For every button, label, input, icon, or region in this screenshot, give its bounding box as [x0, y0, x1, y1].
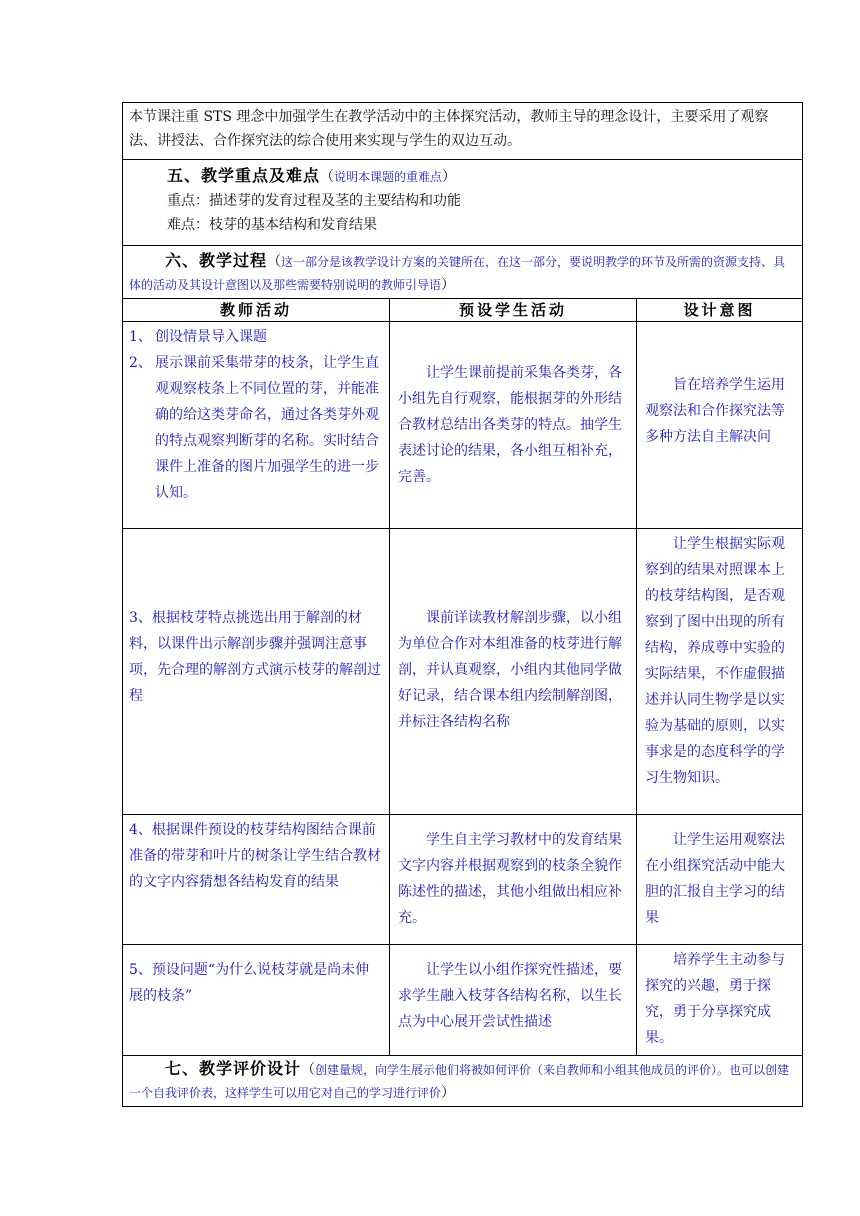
design-intent-text: 旨在培养学生运用观察法和合作探究法等多种方法自主解决问 — [645, 377, 785, 445]
section7-paren-open: （ — [301, 1062, 316, 1078]
section5-heading — [167, 164, 802, 189]
list-item-text: 创设情景导入课题 — [155, 329, 267, 345]
section5-title: 五、教学重点及难点 — [167, 166, 321, 185]
intro-row — [123, 103, 803, 160]
section7-row — [123, 1056, 803, 1107]
column-header-student: 预设学生活动 — [390, 299, 637, 322]
key-point: 重点：描述芽的发育过程及茎的主要结构和功能 — [167, 193, 461, 209]
student-activity-text: 让学生以小组作探究性描述，要求学生融入枝芽各结构名称，以生长点为中心展开尝试性描述 — [398, 962, 622, 1030]
design-intent-cell — [637, 815, 803, 945]
table-row — [123, 815, 803, 945]
teacher-activity-text: 5、预设问题“为什么说枝芽就是尚未伸展的枝条” — [129, 962, 370, 1004]
intro-text: 本节课注重 STS 理念中加强学生在教学活动中的主体探究活动，教师主导的理念设计，主要采用了观察法、讲授法、合作探究法的综合使用来实现与学生的双边互动。 — [123, 103, 803, 160]
lesson-plan-table — [122, 102, 803, 1107]
list-item — [129, 350, 383, 506]
student-activity-cell — [390, 815, 637, 945]
teacher-activity-cell — [123, 322, 390, 529]
column-header-intent: 设计意图 — [637, 299, 803, 322]
table-row — [123, 322, 803, 529]
student-activity-text: 让学生课前提前采集各类芽，各小组先自行观察，能根据芽的外形结合教材总结出各类芽的特点。抽学生表述讨论的结果，各小组互相补充，完善。 — [398, 365, 622, 485]
teacher-activity-cell — [123, 945, 390, 1056]
section6-title: 六、教学过程 — [165, 251, 268, 270]
design-intent-cell — [637, 529, 803, 815]
design-intent-cell — [637, 322, 803, 529]
list-item-text: 展示课前采集带芽的枝条，让学生直观观察枝条上不同位置的芽，并能准确的给这类芽命名，通过各类芽外观的特点观察判断芽的名称。实时结合课件上准备的图片加强学生的进一步认知。 — [155, 355, 379, 501]
list-item-number: 1、 — [129, 329, 152, 345]
section7-paren-close: ） — [441, 1085, 456, 1101]
list-item-number: 2、 — [129, 355, 152, 371]
student-activity-cell — [390, 945, 637, 1056]
student-activity-cell — [390, 322, 637, 529]
column-header-teacher: 教师活动 — [123, 299, 390, 322]
section6-paren-open: （ — [267, 254, 282, 270]
table-row — [123, 945, 803, 1056]
section6-paren-close: ） — [441, 277, 456, 293]
student-activity-cell — [390, 529, 637, 815]
section5-paren-open: （ — [320, 169, 335, 185]
teacher-activity-text: 3、根据枝芽特点挑选出用于解剖的材料，以课件出示解剖步骤并强调注意事项，先合理的解剖方式演示枝芽的解剖过程 — [129, 610, 381, 704]
table-row — [123, 529, 803, 815]
section7-title: 七、教学评价设计 — [165, 1059, 302, 1078]
teacher-activity-text: 4、根据课件预设的枝芽结构图结合课前准备的带芽和叶片的树条让学生结合教材的文字内容猜想各结构发育的结果 — [129, 822, 381, 890]
section6-row — [123, 246, 803, 299]
column-header-row — [123, 299, 803, 322]
section5-row — [123, 160, 803, 246]
design-intent-text: 让学生运用观察法在小组探究活动中能大胆的汇报自主学习的结果 — [645, 832, 785, 926]
design-intent-text: 培养学生主动参与探究的兴趣，勇于探究，勇于分享探究成果。 — [645, 952, 785, 1046]
list-item — [129, 324, 383, 350]
section7-hint: 创建量规，向学生展示他们将被如何评价（来自教师和小组其他成员的评价）。也可以创建一个自我评价表，这样学生可以用它对自己的学习进行评价 — [129, 1063, 790, 1100]
section5-paren-close: ） — [442, 169, 457, 185]
section5-hint: 说明本课题的重难点 — [334, 170, 443, 184]
teacher-activity-cell — [123, 815, 390, 945]
teacher-activity-cell — [123, 529, 390, 815]
student-activity-text: 课前详读教材解剖步骤，以小组为单位合作对本组准备的枝芽进行解剖，并认真观察，小组内其他同学做好记录，结合课本组内绘制解剖图，并标注各结构名称 — [398, 610, 622, 730]
difficult-point: 难点：枝芽的基本结构和发育结果 — [167, 217, 377, 233]
student-activity-text: 学生自主学习教材中的发育结果文字内容并根据观察到的枝条全貌作陈述性的描述，其他小组做出相应补充。 — [398, 832, 622, 926]
design-intent-text: 让学生根据实际观察到的结果对照课本上的枝芽结构图，是否观察到了图中出现的所有结构，养成尊中实验的实际结果，不作虚假描述并认同生物学是以实验为基础的原则，以实事求是的态度科学的学习生物知识。 — [645, 536, 785, 786]
design-intent-cell — [637, 945, 803, 1056]
lesson-plan-table-wrapper — [122, 102, 802, 1107]
section6-hint: 这一部分是该教学设计方案的关键所在，在这一部分，要说明教学的环节及所需的资源支持、具体的活动及其设计意图以及那些需要特别说明的教师引导语 — [129, 255, 786, 292]
